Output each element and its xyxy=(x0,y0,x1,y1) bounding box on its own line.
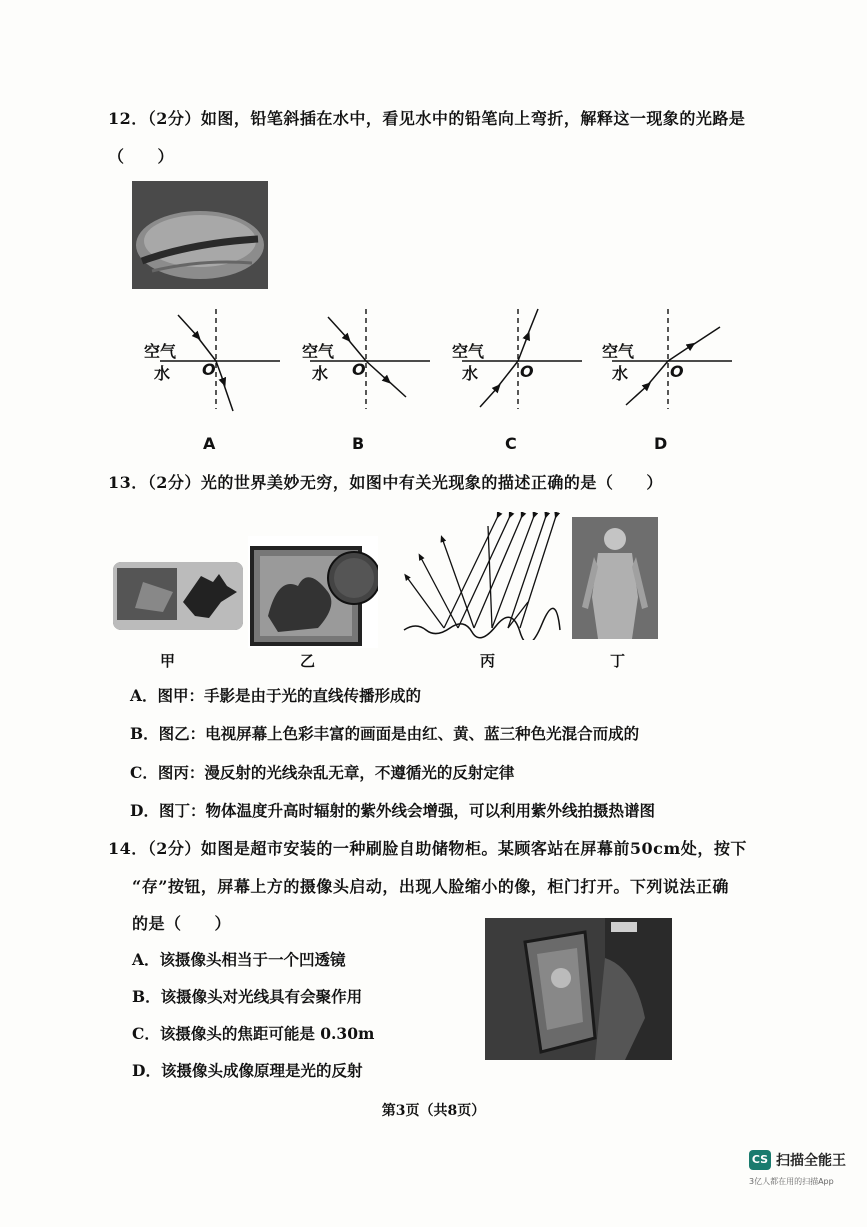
option-c-label: C xyxy=(505,434,517,453)
camscanner-tagline: 3亿人都在用的扫描App xyxy=(749,1177,834,1186)
q14-option-d: D．该摄像头成像原理是光的反射 xyxy=(132,1061,363,1080)
hand-shadow-drawing xyxy=(113,562,243,630)
diagram-c-point-o: O xyxy=(520,362,534,381)
q13-option-a: A．图甲：手影是由于光的直线传播形成的 xyxy=(130,686,422,705)
diagram-b xyxy=(302,309,430,453)
pencil-in-water-drawing xyxy=(132,181,268,289)
diagram-d-point-o: O xyxy=(670,362,684,381)
figure-label-yi: 乙 xyxy=(300,652,316,670)
q14-option-a: A．该摄像头相当于一个凹透镜 xyxy=(132,950,346,969)
diagram-a-air-label: 空气 xyxy=(144,342,177,361)
hand-shadow-photo xyxy=(113,562,243,630)
q14-option-c: C．该摄像头的焦距可能是 0.30m xyxy=(132,1024,375,1043)
diagram-c xyxy=(452,309,582,453)
page-footer: 第3页（共8页） xyxy=(381,1103,486,1119)
q14-line-3: 的是（ ） xyxy=(132,914,232,933)
thermal-image-photo xyxy=(572,517,658,639)
option-a-label: A xyxy=(203,434,216,453)
tv-screen-drawing xyxy=(248,536,378,648)
q14-line-1: 14．（2分）如图是超市安装的一种刷脸自助储物柜。某顾客站在屏幕前50cm处，按下 xyxy=(108,839,747,858)
diagram-c-air-label: 空气 xyxy=(452,342,485,361)
diagram-b-air-label: 空气 xyxy=(302,342,335,361)
figure-label-jia: 甲 xyxy=(160,652,176,670)
diagram-a-water-label: 水 xyxy=(154,364,171,383)
diagram-b-point-o: O xyxy=(352,360,366,379)
diagram-d-air-label: 空气 xyxy=(602,342,635,361)
q12-stem: 12．（2分）如图，铅笔斜插在水中，看见水中的铅笔向上弯折，解释这一现象的光路是 xyxy=(108,109,746,128)
pencil-in-water-photo xyxy=(132,181,268,289)
q13-stem: 13．（2分）光的世界美妙无穷，如图中有关光现象的描述正确的是（ ） xyxy=(108,473,663,492)
face-locker-drawing xyxy=(485,918,672,1060)
face-locker-photo xyxy=(485,918,672,1060)
diagram-d-water-label: 水 xyxy=(612,364,629,383)
tv-screen-photo xyxy=(248,536,378,648)
q14-option-b: B．该摄像头对光线具有会聚作用 xyxy=(132,987,363,1006)
q13-option-d: D．图丁：物体温度升高时辐射的紫外线会增强，可以利用紫外线拍摄热谱图 xyxy=(130,801,655,820)
camscanner-name: 扫描全能王 xyxy=(776,1153,846,1169)
figure-label-ding: 丁 xyxy=(610,652,626,670)
q13-option-c: C．图丙：漫反射的光线杂乱无章，不遵循光的反射定律 xyxy=(130,763,515,782)
diagram-b-water-label: 水 xyxy=(312,364,329,383)
q12-ray-diagrams xyxy=(130,305,750,465)
option-d-label: D xyxy=(654,434,668,453)
diffuse-reflection-diagram xyxy=(402,512,562,640)
q12-bracket: （ ） xyxy=(108,147,175,166)
diagram-d xyxy=(602,309,732,453)
camscanner-logo-icon: CS xyxy=(749,1150,771,1170)
q14-line-2: “存”按钮，屏幕上方的摄像头启动，出现人脸缩小的像，柜门打开。下列说法正确 xyxy=(132,877,729,896)
option-b-label: B xyxy=(352,434,365,453)
q13-option-b: B．图乙：电视屏幕上色彩丰富的画面是由红、黄、蓝三种色光混合而成的 xyxy=(130,724,640,743)
figure-label-bing: 丙 xyxy=(480,652,496,670)
diagram-a-point-o: O xyxy=(202,360,216,379)
thermal-image-drawing xyxy=(572,517,658,639)
diagram-a xyxy=(144,309,280,453)
diagram-c-water-label: 水 xyxy=(462,364,479,383)
